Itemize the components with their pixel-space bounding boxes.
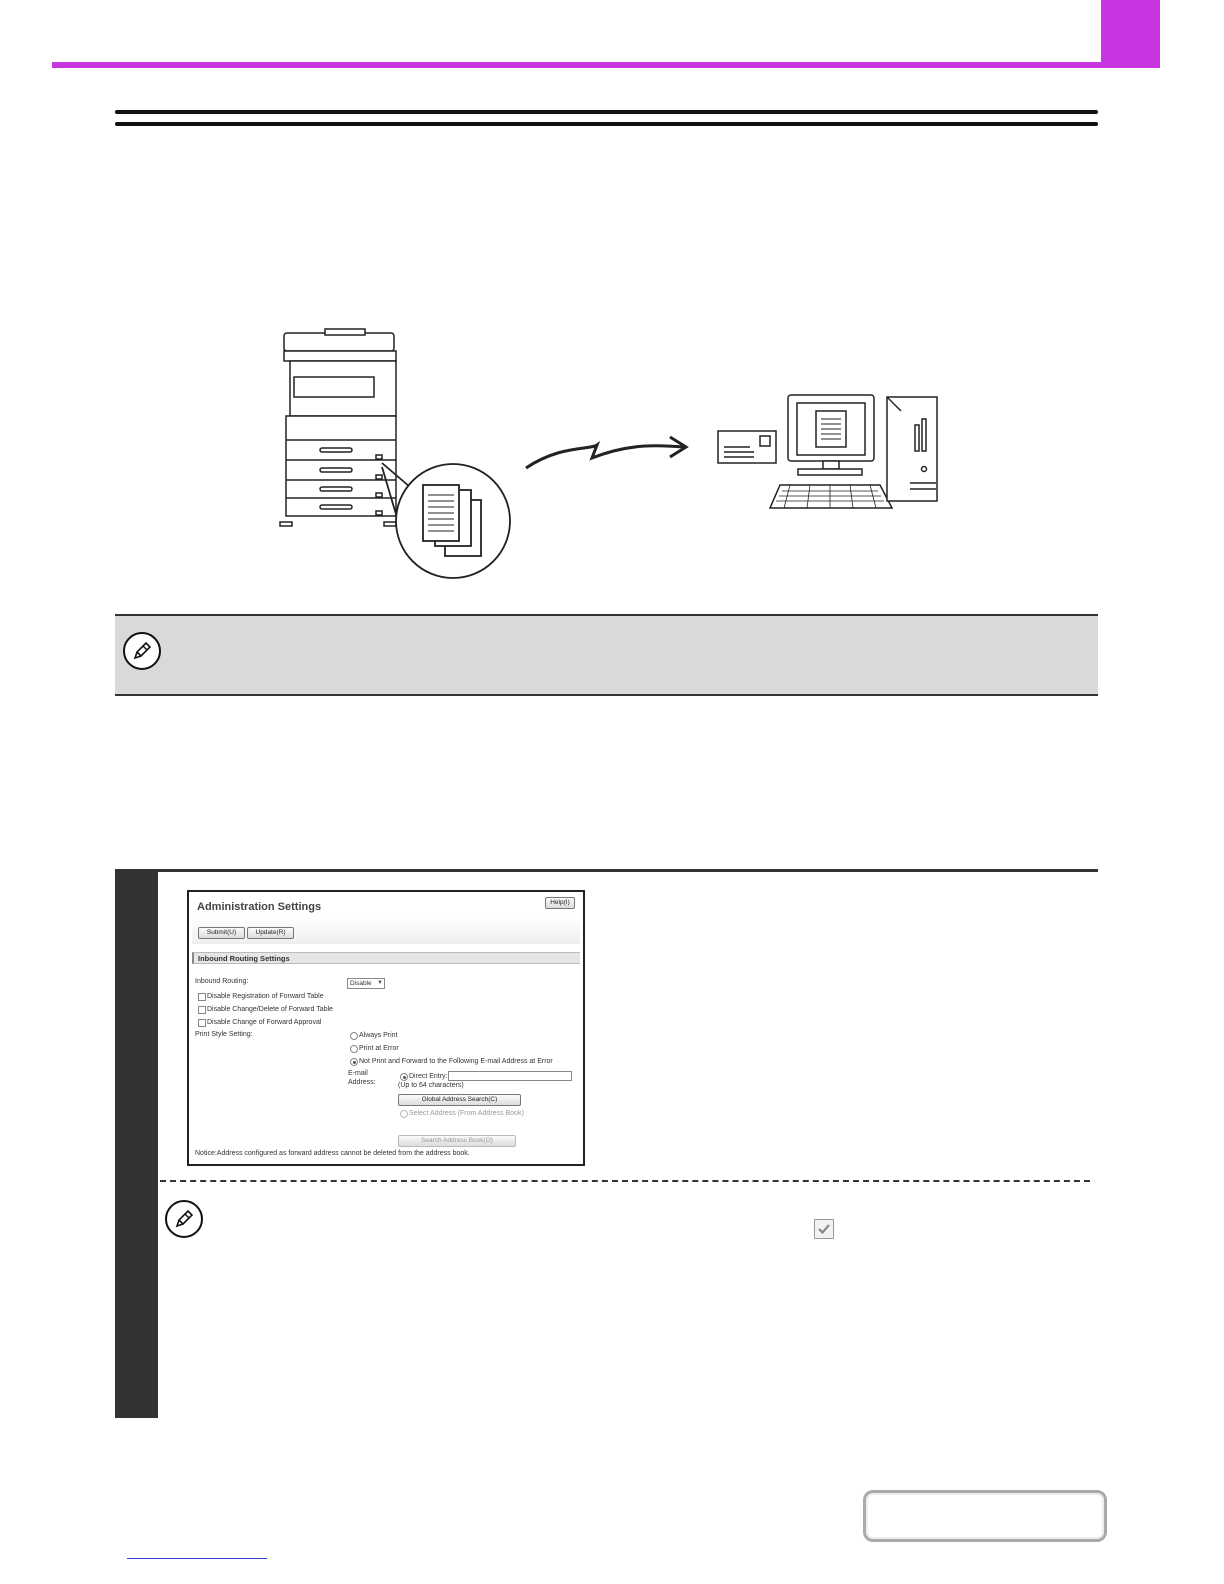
admin-settings-screenshot	[187, 890, 585, 1166]
checkbox-disable-registration[interactable]	[198, 993, 206, 1001]
email-input[interactable]	[448, 1071, 572, 1081]
radio-always-print[interactable]	[350, 1032, 358, 1040]
checkbox-disable-change-delete[interactable]	[198, 1006, 206, 1014]
email-label-2: Address:	[348, 1079, 376, 1086]
global-address-search-button[interactable]: Global Address Search(C)	[398, 1094, 521, 1106]
checkbox-label: Disable Change of Forward Approval	[207, 1019, 322, 1026]
contents-button[interactable]	[863, 1490, 1107, 1542]
print-style-label: Print Style Setting:	[195, 1031, 253, 1038]
radio-label: Always Print	[359, 1032, 398, 1039]
char-limit-label: (Up to 64 characters)	[398, 1082, 464, 1089]
email-envelope-icon	[718, 431, 776, 463]
note-box	[115, 614, 1098, 696]
checkmark-icon	[814, 1219, 834, 1239]
inbound-routing-label: Inbound Routing:	[195, 978, 249, 985]
header-accent-bar	[52, 62, 1160, 68]
footer-link[interactable]	[127, 1558, 267, 1559]
transfer-arrow	[526, 445, 684, 468]
search-address-book-button[interactable]: Search Address Book(O)	[398, 1135, 516, 1147]
chevron-down-icon: ▼	[377, 980, 383, 986]
computer-illustration	[770, 395, 937, 508]
title-rule-bottom	[115, 122, 1098, 126]
radio-not-print-forward[interactable]	[350, 1058, 358, 1066]
title-rule-top	[115, 110, 1098, 114]
mfp-printer-illustration	[280, 329, 396, 526]
section-heading: Inbound Routing Settings	[192, 952, 580, 964]
select-address-label: Select Address (From Address Book)	[409, 1110, 524, 1117]
direct-entry-label: Direct Entry:	[409, 1073, 448, 1080]
pencil-icon	[165, 1200, 203, 1238]
admin-title: Administration Settings	[197, 901, 322, 913]
checkbox-label: Disable Change/Delete of Forward Table	[207, 1006, 333, 1013]
header-accent-tab	[1101, 0, 1160, 68]
notice-text: Notice:Address configured as forward address cannot be deleted from the address book.	[195, 1150, 470, 1157]
radio-select-address[interactable]	[400, 1110, 408, 1118]
routing-illustration	[270, 325, 950, 585]
update-button[interactable]: Update(R)	[247, 927, 294, 939]
radio-label: Print at Error	[359, 1045, 399, 1052]
radio-direct-entry[interactable]	[400, 1073, 408, 1081]
submit-button[interactable]: Submit(U)	[198, 927, 245, 939]
radio-label: Not Print and Forward to the Following E-mail Address at Error	[359, 1058, 553, 1065]
checkbox-disable-forward-approval[interactable]	[198, 1019, 206, 1027]
output-pages-zoom	[382, 463, 510, 578]
checkbox-label: Disable Registration of Forward Table	[207, 993, 324, 1000]
radio-print-at-error[interactable]	[350, 1045, 358, 1053]
inbound-routing-select[interactable]	[347, 978, 385, 989]
step-divider	[115, 869, 1098, 872]
dashed-separator	[160, 1180, 1090, 1182]
help-button[interactable]: Help(I)	[545, 897, 575, 909]
inbound-routing-value: Disable	[350, 980, 372, 987]
step-side-bar	[115, 872, 158, 1418]
email-label: E-mail	[348, 1070, 368, 1077]
pencil-icon	[123, 632, 161, 670]
